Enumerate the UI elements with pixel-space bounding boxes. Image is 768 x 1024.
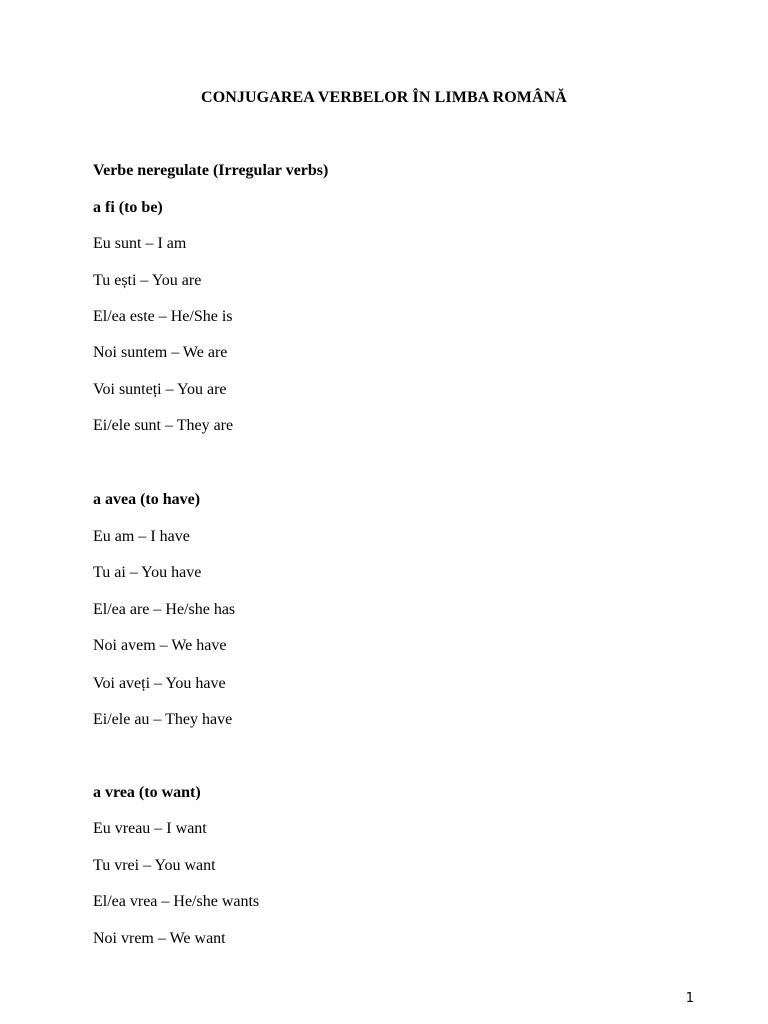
conjugation-line: Eu am – I have: [93, 528, 190, 545]
conjugation-line: Voi aveți – You have: [93, 675, 226, 692]
document-title: CONJUGAREA VERBELOR ÎN LIMBA ROMÂNĂ: [201, 89, 567, 106]
verb-heading-a-fi: a fi (to be): [93, 199, 163, 216]
conjugation-line: Voi sunteți – You are: [93, 381, 227, 398]
page-number: 1: [685, 991, 694, 1006]
conjugation-line: Noi vrem – We want: [93, 930, 226, 947]
conjugation-line: Ei/ele sunt – They are: [93, 417, 234, 434]
conjugation-line: El/ea este – He/She is: [93, 308, 233, 325]
verb-heading-a-avea: a avea (to have): [93, 491, 201, 508]
conjugation-line: Ei/ele au – They have: [93, 711, 233, 728]
conjugation-line: Tu ai – You have: [93, 564, 202, 581]
section-heading: Verbe neregulate (Irregular verbs): [93, 162, 329, 179]
conjugation-line: Tu vrei – You want: [93, 857, 216, 874]
conjugation-line: Tu ești – You are: [93, 272, 202, 289]
conjugation-line: El/ea vrea – He/she wants: [93, 893, 260, 910]
conjugation-line: El/ea are – He/she has: [93, 601, 236, 618]
conjugation-line: Noi avem – We have: [93, 637, 227, 654]
conjugation-line: Eu vreau – I want: [93, 820, 207, 837]
conjugation-line: Eu sunt – I am: [93, 235, 187, 252]
verb-heading-a-vrea: a vrea (to want): [93, 784, 201, 801]
conjugation-line: Noi suntem – We are: [93, 344, 228, 361]
